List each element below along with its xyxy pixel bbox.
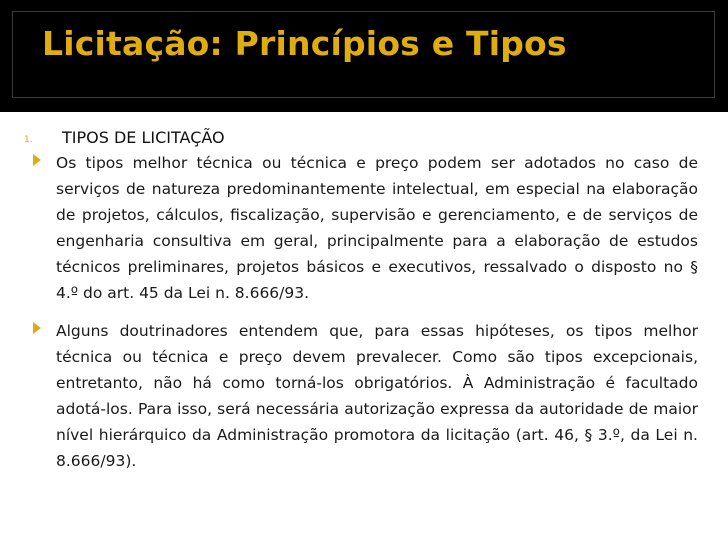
bullet-arrow-icon: [33, 322, 41, 334]
bullet-text: Alguns doutrinadores entendem que, para essas hipóteses, os tipos melhor técnica ou técnica e preço devem prevalecer. Como são tipos excepcionais, entretanto, não há como torná-los obrigatórios. À Administração é facultado adotá-los. Para isso, será necessária autorização expressa da autoridade de maior nível hierárquico da Administração promotora da licitação (art. 46, § 3.º, da Lei n. 8.666/93).: [56, 322, 698, 470]
bullet-arrow-icon: [33, 154, 41, 166]
bullet-text: Os tipos melhor técnica ou técnica e preço podem ser adotados no caso de serviços de natureza predominantemente intelectual, em especial na elaboração de projetos, cálculos, fiscalização, supervisão e gerenciamento, e de serviços de engenharia consultiva em geral, principalmente para a elaboração de estudos técnicos preliminares, projetos básicos e executivos, ressalvado o disposto no § 4.º do art. 45 da Lei n. 8.666/93.: [56, 154, 698, 302]
list-number: 1.: [24, 135, 33, 145]
bullet-item: [33, 318, 698, 474]
section-heading: TIPOS DE LICITAÇÃO: [62, 128, 225, 147]
slide-title: Licitação: Princípios e Tipos: [42, 24, 567, 63]
bullet-item: [33, 150, 698, 306]
title-band: [0, 0, 728, 112]
